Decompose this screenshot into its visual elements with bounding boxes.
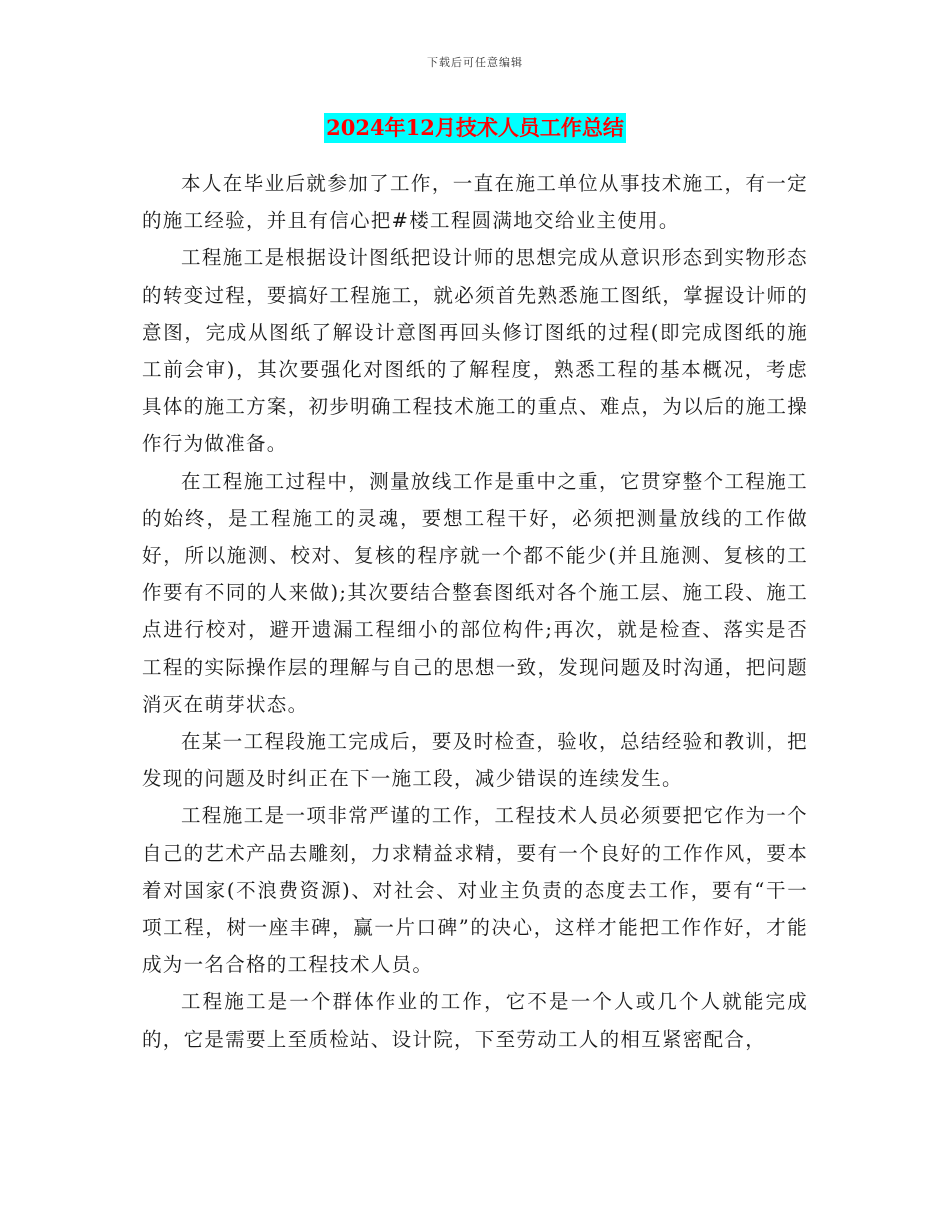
paragraph: 在工程施工过程中，测量放线工作是重中之重，它贯穿整个工程施工的始终，是工程施工的灵魂，要想工程干好，必须把测量放线的工作做好，所以施测、校对、复核的程序就一个都不能少(并且施测、复核的工作要有不同的人来做);其次要结合整套图纸对各个施工层、施工段、施工点进行校对，避开遗漏工程细小的部位构件;再次，就是检查、落实是否工程的实际操作层的理解与自己的思想一致，发现问题及时沟通，把问题消灭在萌芽状态。 [142, 469, 808, 716]
paragraph: 工程施工是根据设计图纸把设计师的思想完成从意识形态到实物形态的转变过程，要搞好工程施工，就必须首先熟悉施工图纸，掌握设计师的意图，完成从图纸了解设计意图再回头修订图纸的过程(即完成图纸的施工前会审)，其次要强化对图纸的了解程度，熟悉工程的基本概况，考虑具体的施工方案，初步明确工程技术施工的重点、难点，为以后的施工操作行为做准备。 [142, 246, 808, 456]
document-title: 2024年12月技术人员工作总结 [324, 113, 626, 143]
header-note: 下载后可任意编辑 [427, 56, 523, 69]
document-body [142, 165, 808, 1058]
paragraph: 工程施工是一个群体作业的工作，它不是一个人或几个人就能完成的，它是需要上至质检站、设计院，下至劳动工人的相互紧密配合， [142, 990, 808, 1051]
paragraph: 工程施工是一项非常严谨的工作，工程技术人员必须要把它作为一个自己的艺术产品去雕刻，力求精益求精，要有一个良好的工作作风，要本着对国家(不浪费资源)、对社会、对业主负责的态度去工作，要有“干一项工程，树一座丰碑，赢一片口碑”的决心，这样才能把工作作好，才能成为一名合格的工程技术人员。 [142, 804, 808, 977]
title-container [0, 113, 950, 143]
paragraph: 本人在毕业后就参加了工作，一直在施工单位从事技术施工，有一定的施工经验，并且有信心把#楼工程圆满地交给业主使用。 [142, 172, 808, 233]
paragraph: 在某一工程段施工完成后，要及时检查，验收，总结经验和教训，把发现的问题及时纠正在下一施工段，减少错误的连续发生。 [142, 730, 808, 791]
